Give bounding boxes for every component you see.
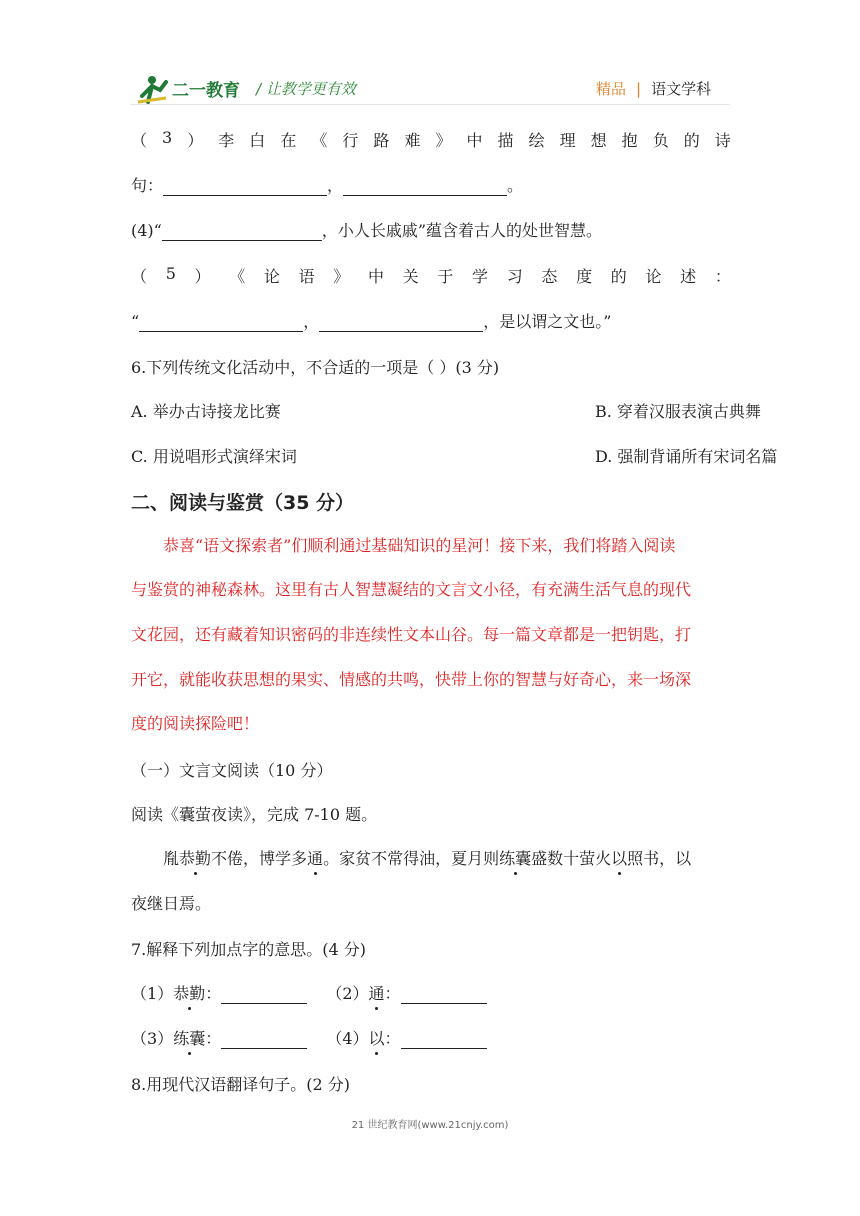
colon: ：	[205, 1029, 222, 1048]
answer-blank[interactable]	[401, 1030, 487, 1049]
char: ）	[187, 131, 204, 150]
q5-item4	[131, 218, 731, 241]
char: 行	[342, 131, 359, 150]
char: 于	[437, 267, 454, 286]
header-divider	[130, 104, 730, 105]
passage-text: 盛数十萤火	[531, 849, 612, 868]
passage-text: 。家贫不常得油，夏月则	[323, 849, 500, 868]
char: 的	[610, 267, 627, 286]
q6-options-row1	[131, 399, 761, 422]
item-number: （3）	[131, 1029, 174, 1048]
q6-stem: 6.下列传统文化活动中，不合适的一项是（ ）(3 分)	[131, 358, 500, 377]
char: 路	[373, 131, 390, 150]
char: 习	[506, 267, 523, 286]
char: （	[131, 131, 148, 150]
passage-text: 照书，以	[627, 849, 692, 868]
answer-blank[interactable]	[163, 177, 327, 196]
brand	[596, 78, 711, 99]
char: ：	[714, 267, 731, 286]
char: 李	[218, 131, 235, 150]
char: 》	[333, 267, 350, 286]
section-title: 二、阅读与鉴赏（35 分）	[131, 492, 355, 514]
logo-icon	[136, 72, 246, 106]
char: 绘	[528, 131, 545, 150]
char: 描	[497, 131, 514, 150]
dotted-word: 通	[307, 846, 323, 869]
answer-blank[interactable]	[319, 313, 483, 332]
passage-line1	[163, 846, 763, 869]
char: 度	[576, 267, 593, 286]
dotted-word: 通	[369, 981, 385, 1004]
char: 《	[229, 267, 246, 286]
logo-text: 二一教育	[172, 81, 240, 101]
reading-instruction: 阅读《囊萤夜读》，完成 7-10 题。	[131, 805, 378, 824]
char: ）	[194, 267, 211, 286]
intro-line: 文花园，还有藏着知识密码的非连续性文本山谷。每一篇文章都是一把钥匙，打	[131, 625, 692, 644]
option-b[interactable]: B. 穿着汉服表演古典舞	[595, 402, 761, 421]
brand-subject: 语文学科	[651, 80, 712, 98]
q7-stem: 7.解释下列加点字的意思。(4 分)	[131, 940, 367, 959]
char: 学	[472, 267, 489, 286]
prompt-text: 句：	[131, 176, 164, 195]
q5-item3-line1	[131, 128, 731, 151]
intro-line: 开它，就能收获思想的果实、情感的共鸣，快带上你的智慧与好奇心，来一场深	[131, 670, 692, 689]
slogan: / 让教学更有效	[256, 80, 356, 98]
dotted-word: 以	[611, 846, 627, 869]
item-number: （2）	[326, 984, 369, 1003]
char: 诗	[714, 131, 731, 150]
period: 。	[507, 176, 524, 195]
char: 理	[559, 131, 576, 150]
dotted-word: 练囊	[173, 1026, 205, 1049]
char: 语	[298, 267, 315, 286]
dotted-word: 练囊	[499, 846, 531, 869]
answer-blank[interactable]	[139, 313, 303, 332]
quote-open: “	[131, 312, 140, 331]
prompt-text: ，小人长戚戚”蕴含着古人的处世智慧。	[321, 221, 603, 240]
answer-blank[interactable]	[162, 222, 322, 241]
answer-blank[interactable]	[221, 985, 307, 1004]
q6-options-row2	[131, 444, 778, 467]
q5-item5-line2	[131, 309, 731, 332]
intro-line: 恭喜“语文探索者”们顺利通过基础知识的星河！接下来，我们将踏入阅读	[163, 536, 676, 555]
brand-separator: |	[636, 80, 642, 98]
q7-row1	[131, 981, 731, 1004]
passage-text: 胤	[163, 849, 180, 868]
char: 论	[263, 267, 280, 286]
item-number: （1）	[131, 984, 174, 1003]
colon: ：	[205, 984, 222, 1003]
char: （	[131, 267, 148, 286]
prompt-text: (4)“	[131, 221, 162, 240]
char: 》	[435, 131, 452, 150]
char: 想	[590, 131, 607, 150]
q8-stem: 8.用现代汉语翻译句子。(2 分)	[131, 1075, 351, 1094]
page-header	[0, 0, 860, 110]
intro-line: 度的阅读探险吧！	[131, 714, 260, 733]
char: 述	[680, 267, 697, 286]
char: 中	[367, 267, 384, 286]
answer-blank[interactable]	[221, 1030, 307, 1049]
answer-blank[interactable]	[343, 177, 507, 196]
char: 负	[652, 131, 669, 150]
subsection-title: （一）文言文阅读（10 分）	[131, 761, 333, 780]
char: 的	[683, 131, 700, 150]
comma: ，	[303, 312, 320, 331]
page-footer: 21 世纪教育网(www.21cnjy.com)	[351, 1120, 509, 1131]
answer-blank[interactable]	[401, 985, 487, 1004]
char: 抱	[621, 131, 638, 150]
char: 关	[402, 267, 419, 286]
item-number: （4）	[326, 1029, 369, 1048]
intro-line: 与鉴赏的神秘森林。这里有古人智慧凝结的文言文小径，有充满生活气息的现代	[131, 580, 692, 599]
q5-item5-line1	[131, 264, 731, 287]
dotted-word: 恭勤	[173, 981, 205, 1004]
prompt-text: ，是以谓之文也。”	[483, 312, 612, 331]
q5-item3-line2	[131, 173, 731, 196]
option-d[interactable]: D. 强制背诵所有宋词名篇	[595, 447, 778, 466]
char: 在	[280, 131, 297, 150]
brand-label: 精品	[596, 80, 627, 98]
char: 5	[165, 264, 176, 283]
comma: ，	[327, 176, 344, 195]
dotted-word: 恭勤	[179, 846, 211, 869]
passage-text: 不倦，博学多	[211, 849, 308, 868]
passage-line2: 夜继日焉。	[131, 894, 212, 913]
option-c[interactable]: C. 用说唱形式演绎宋词	[131, 447, 297, 466]
char: 论	[645, 267, 662, 286]
char: 白	[249, 131, 266, 150]
option-a[interactable]: A. 举办古诗接龙比赛	[131, 402, 281, 421]
dotted-word: 以	[369, 1026, 385, 1049]
char: 3	[162, 128, 173, 147]
colon: ：	[384, 1029, 401, 1048]
char: 态	[541, 267, 558, 286]
q7-row2	[131, 1026, 731, 1049]
char: 《	[311, 131, 328, 150]
char: 难	[404, 131, 421, 150]
char: 中	[466, 131, 483, 150]
colon: ：	[384, 984, 401, 1003]
